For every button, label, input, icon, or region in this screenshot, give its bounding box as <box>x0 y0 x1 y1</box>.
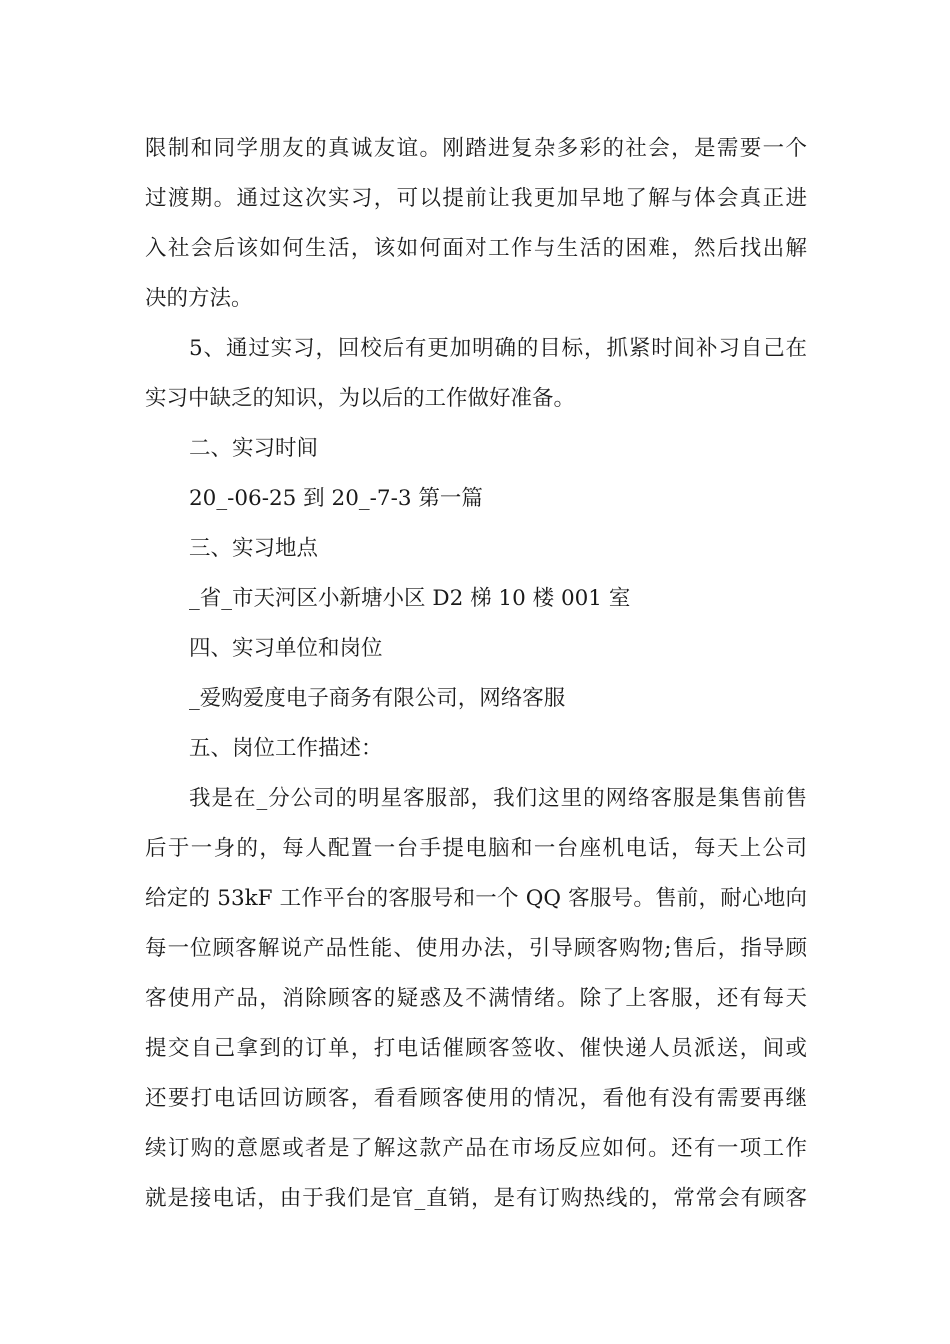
text-line: 20_-06-25 到 20_-7-3 第一篇 <box>189 486 483 511</box>
text-line: 给定的 53kF 工作平台的客服号和一个 QQ 客服号。售前，耐心地向 <box>145 886 807 911</box>
text-line: 限制和同学朋友的真诚友谊。刚踏进复杂多彩的社会，是需要一个 <box>145 136 807 161</box>
section-heading: 五、岗位工作描述： <box>189 736 383 761</box>
text-line: 过渡期。通过这次实习，可以提前让我更加早地了解与体会真正进 <box>145 186 807 211</box>
text-line: 入社会后该如何生活，该如何面对工作与生活的困难，然后找出解 <box>145 236 807 261</box>
text-line: 提交自己拿到的订单，打电话催顾客签收、催快递人员派送，间或 <box>145 1036 807 1061</box>
text-line: 客使用产品，消除顾客的疑惑及不满情绪。除了上客服，还有每天 <box>145 986 807 1011</box>
section-heading: 三、实习地点 <box>189 536 319 561</box>
text-line: 我是在_分公司的明星客服部，我们这里的网络客服是集售前售 <box>189 786 807 811</box>
text-line: _爱购爱度电子商务有限公司，网络客服 <box>189 686 566 711</box>
section-heading: 二、实习时间 <box>189 436 319 461</box>
text-line: 5、通过实习，回校后有更加明确的目标，抓紧时间补习自己在 <box>189 336 807 361</box>
text-line: 每一位顾客解说产品性能、使用办法，引导顾客购物;售后，指导顾 <box>145 936 807 961</box>
text-line: _省_市天河区小新塘小区 D2 梯 10 楼 001 室 <box>189 586 631 611</box>
text-line: 决的方法。 <box>145 286 253 311</box>
section-heading: 四、实习单位和岗位 <box>189 636 383 661</box>
text-line: 就是接电话，由于我们是官_直销，是有订购热线的，常常会有顾客 <box>145 1186 807 1211</box>
text-line: 续订购的意愿或者是了解这款产品在市场反应如何。还有一项工作 <box>145 1136 807 1161</box>
text-line: 实习中缺乏的知识，为以后的工作做好准备。 <box>145 386 576 411</box>
document-body <box>145 124 807 1224</box>
text-line: 后于一身的，每人配置一台手提电脑和一台座机电话，每天上公司 <box>145 836 807 861</box>
text-line: 还要打电话回访顾客，看看顾客使用的情况，看他有没有需要再继 <box>145 1086 807 1111</box>
